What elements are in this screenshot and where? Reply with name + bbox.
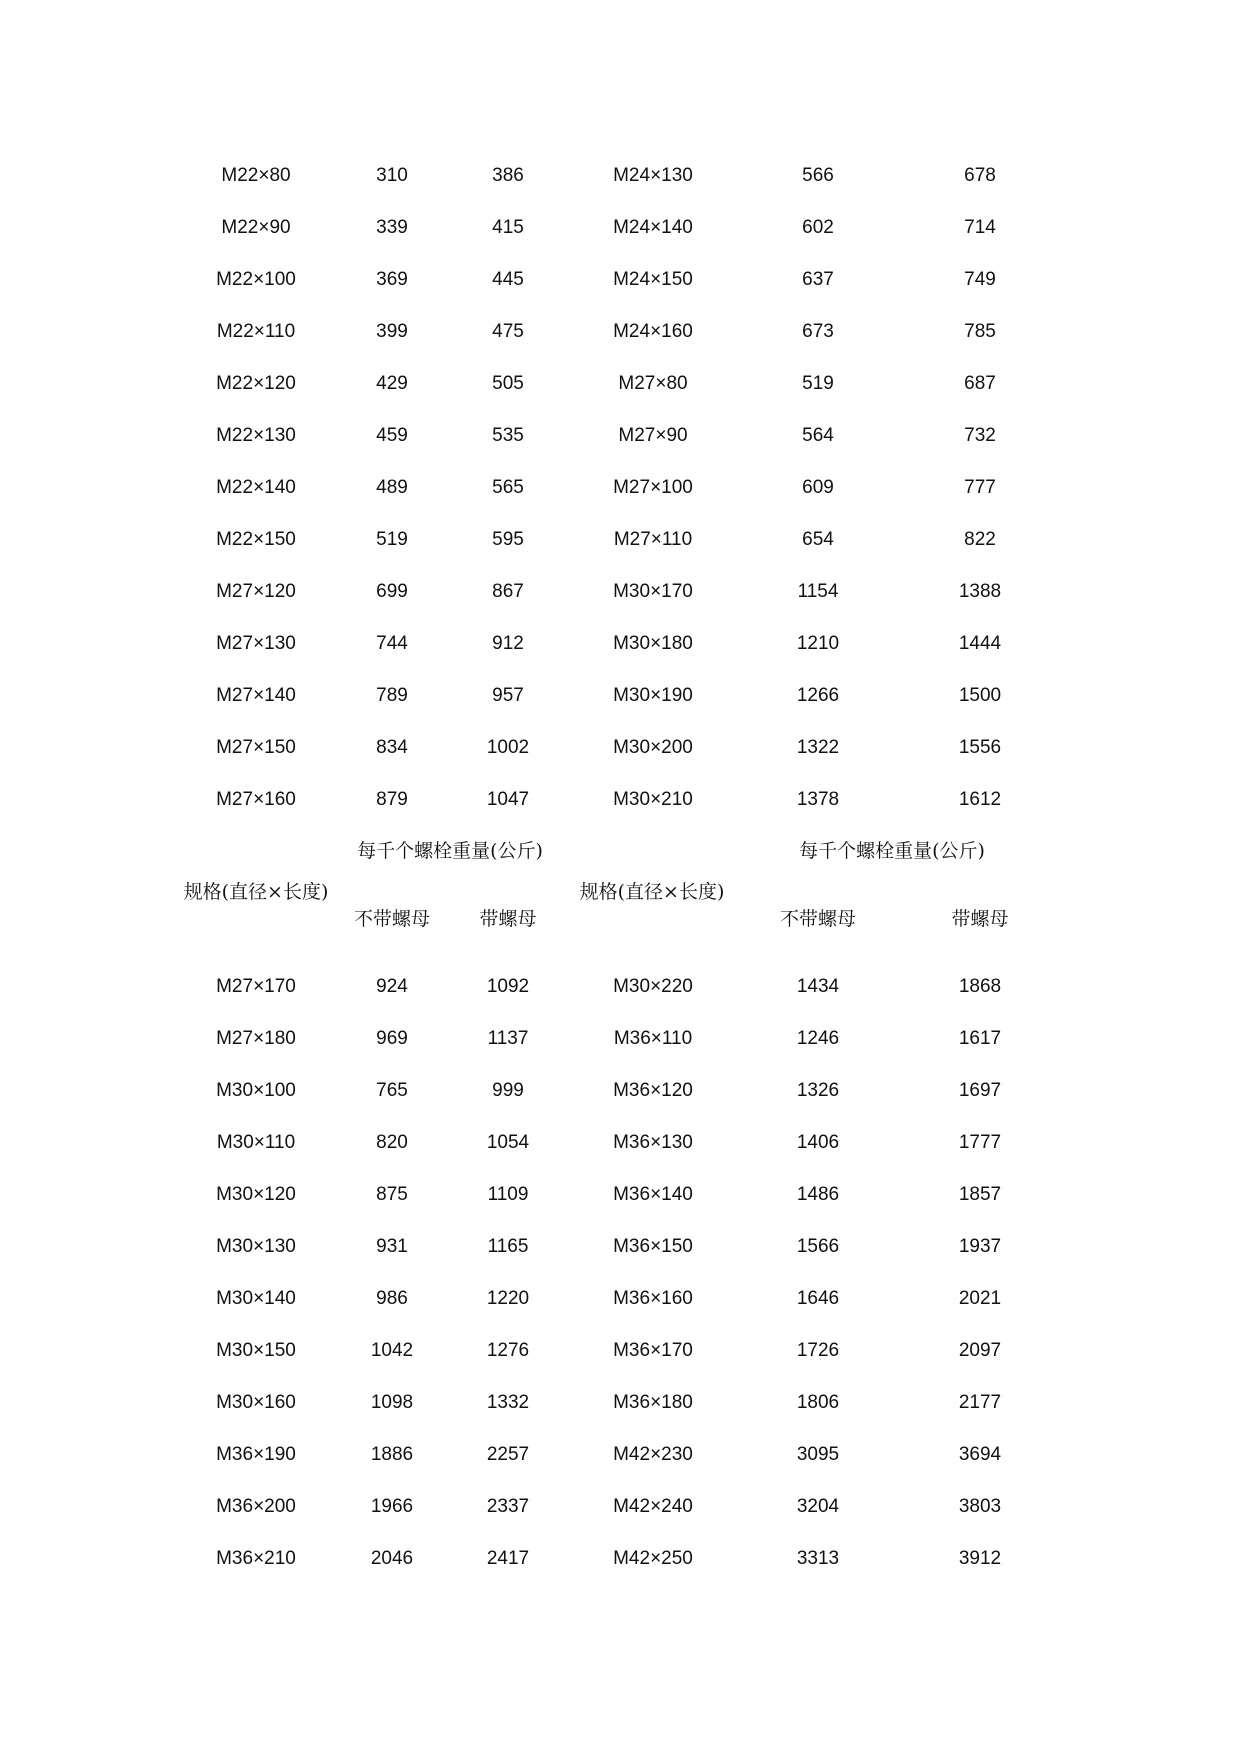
table-row xyxy=(0,670,1241,722)
with-nut-weight-left: 1137 xyxy=(487,1028,529,1049)
with-nut-weight-left: 1332 xyxy=(486,1392,530,1413)
no-nut-weight-right: 1326 xyxy=(796,1080,840,1101)
table-row xyxy=(0,254,1241,306)
with-nut-weight-right: 777 xyxy=(964,477,996,498)
no-nut-weight-right: 3204 xyxy=(796,1496,840,1517)
with-nut-weight-right: 1617 xyxy=(958,1028,1002,1049)
spec-cell-left: M30×110 xyxy=(216,1132,296,1153)
with-nut-weight-right: 3912 xyxy=(958,1548,1002,1569)
spec-cell-right: M30×180 xyxy=(613,633,693,654)
with-nut-weight-right: 2021 xyxy=(958,1288,1002,1309)
no-nut-weight-left: 834 xyxy=(376,737,408,758)
no-nut-weight-left: 1042 xyxy=(370,1340,414,1361)
no-nut-weight-left: 969 xyxy=(376,1028,408,1049)
spec-cell-left: M36×210 xyxy=(216,1548,296,1569)
spec-cell-left: M36×200 xyxy=(216,1496,296,1517)
with-nut-weight-right: 822 xyxy=(964,529,996,550)
spec-cell-right: M30×210 xyxy=(613,789,693,810)
table-row xyxy=(0,774,1241,826)
with-nut-weight-right: 3694 xyxy=(958,1444,1002,1465)
spec-cell-left: M27×130 xyxy=(216,633,296,654)
no-nut-weight-right: 1486 xyxy=(796,1184,840,1205)
with-nut-weight-right: 732 xyxy=(964,425,996,446)
spec-cell-right: M36×110 xyxy=(613,1028,693,1049)
no-nut-weight-left: 339 xyxy=(376,217,408,238)
with-nut-weight-left: 535 xyxy=(492,425,524,446)
no-nut-weight-left: 459 xyxy=(376,425,408,446)
no-nut-weight-right: 519 xyxy=(802,373,834,394)
with-nut-weight-right: 785 xyxy=(964,321,996,342)
with-nut-weight-right: 1777 xyxy=(958,1132,1002,1153)
no-nut-weight-left: 879 xyxy=(376,789,408,810)
with-nut-weight-left: 475 xyxy=(492,321,524,342)
no-nut-weight-left: 789 xyxy=(376,685,408,706)
no-nut-weight-left: 765 xyxy=(376,1080,408,1101)
no-nut-weight-right: 609 xyxy=(802,477,834,498)
table-row xyxy=(0,150,1241,202)
no-nut-weight-left: 931 xyxy=(376,1236,408,1257)
no-nut-weight-right: 564 xyxy=(802,425,834,446)
with-nut-weight-left: 1092 xyxy=(486,976,530,997)
no-nut-weight-left: 1966 xyxy=(370,1496,414,1517)
table-row xyxy=(0,1533,1241,1585)
no-nut-weight-left: 429 xyxy=(376,373,408,394)
spec-cell-right: M36×160 xyxy=(613,1288,693,1309)
with-nut-header-right: 带螺母 xyxy=(951,908,1009,930)
spec-cell-left: M30×150 xyxy=(216,1340,296,1361)
table-row xyxy=(0,410,1241,462)
spec-cell-left: M22×150 xyxy=(216,529,296,550)
with-nut-weight-left: 1054 xyxy=(486,1132,530,1153)
table-row xyxy=(0,1273,1241,1325)
no-nut-weight-left: 699 xyxy=(376,581,408,602)
no-nut-weight-right: 1246 xyxy=(796,1028,840,1049)
spec-cell-left: M27×120 xyxy=(216,581,296,602)
table-row xyxy=(0,566,1241,618)
with-nut-weight-right: 1857 xyxy=(958,1184,1002,1205)
spec-cell-right: M24×160 xyxy=(613,321,693,342)
table-row xyxy=(0,961,1241,1013)
group-title-left: 每千个螺栓重量(公斤) xyxy=(357,840,543,862)
spec-cell-right: M42×240 xyxy=(613,1496,693,1517)
spec-cell-right: M30×220 xyxy=(613,976,693,997)
spec-cell-left: M22×140 xyxy=(216,477,296,498)
spec-cell-right: M24×140 xyxy=(613,217,693,238)
with-nut-weight-left: 565 xyxy=(492,477,524,498)
no-nut-weight-left: 310 xyxy=(376,165,408,186)
with-nut-weight-right: 1388 xyxy=(958,581,1002,602)
with-nut-weight-right: 2177 xyxy=(958,1392,1002,1413)
no-nut-weight-right: 3313 xyxy=(796,1548,840,1569)
with-nut-weight-left: 2337 xyxy=(486,1496,530,1517)
spec-cell-left: M22×130 xyxy=(216,425,296,446)
spec-cell-right: M30×170 xyxy=(613,581,693,602)
spec-cell-right: M36×130 xyxy=(613,1132,693,1153)
with-nut-header-left: 带螺母 xyxy=(479,908,537,930)
spec-header-left: 规格(直径×长度) xyxy=(183,881,329,903)
no-nut-weight-right: 1322 xyxy=(796,737,840,758)
spec-cell-left: M30×140 xyxy=(216,1288,296,1309)
no-nut-weight-right: 1434 xyxy=(796,976,840,997)
with-nut-weight-left: 1002 xyxy=(486,737,530,758)
no-nut-weight-right: 654 xyxy=(802,529,834,550)
with-nut-weight-right: 1500 xyxy=(958,685,1002,706)
spec-cell-right: M27×100 xyxy=(613,477,693,498)
spec-cell-left: M30×120 xyxy=(216,1184,296,1205)
no-nut-weight-right: 673 xyxy=(802,321,834,342)
no-nut-weight-right: 1266 xyxy=(796,685,840,706)
with-nut-weight-left: 2417 xyxy=(486,1548,530,1569)
no-nut-weight-right: 1566 xyxy=(796,1236,840,1257)
with-nut-weight-left: 445 xyxy=(492,269,524,290)
with-nut-weight-left: 999 xyxy=(492,1080,524,1101)
spec-cell-right: M36×180 xyxy=(613,1392,693,1413)
no-nut-weight-left: 744 xyxy=(376,633,408,654)
no-nut-weight-left: 924 xyxy=(376,976,408,997)
table-row xyxy=(0,1117,1241,1169)
spec-cell-left: M36×190 xyxy=(216,1444,296,1465)
no-nut-weight-right: 1726 xyxy=(796,1340,840,1361)
with-nut-weight-left: 2257 xyxy=(486,1444,530,1465)
spec-cell-right: M42×230 xyxy=(613,1444,693,1465)
no-nut-weight-right: 602 xyxy=(802,217,834,238)
with-nut-weight-left: 957 xyxy=(492,685,524,706)
table-row xyxy=(0,1065,1241,1117)
with-nut-weight-left: 867 xyxy=(492,581,524,602)
spec-cell-left: M30×100 xyxy=(216,1080,296,1101)
with-nut-weight-right: 1444 xyxy=(958,633,1002,654)
table-row xyxy=(0,462,1241,514)
with-nut-weight-left: 386 xyxy=(492,165,524,186)
table-row xyxy=(0,1377,1241,1429)
spec-header-right: 规格(直径×长度) xyxy=(579,881,725,903)
with-nut-weight-right: 1612 xyxy=(958,789,1002,810)
spec-cell-right: M36×150 xyxy=(613,1236,693,1257)
spec-cell-left: M30×160 xyxy=(216,1392,296,1413)
group-title-right: 每千个螺栓重量(公斤) xyxy=(799,840,985,862)
no-nut-weight-right: 1806 xyxy=(796,1392,840,1413)
with-nut-weight-left: 1220 xyxy=(486,1288,530,1309)
table-row xyxy=(0,202,1241,254)
no-nut-header-left: 不带螺母 xyxy=(353,908,431,930)
with-nut-weight-right: 749 xyxy=(964,269,996,290)
no-nut-weight-left: 1886 xyxy=(370,1444,414,1465)
with-nut-weight-right: 3803 xyxy=(958,1496,1002,1517)
spec-cell-right: M42×250 xyxy=(613,1548,693,1569)
no-nut-weight-right: 566 xyxy=(802,165,834,186)
no-nut-weight-right: 1378 xyxy=(796,789,840,810)
no-nut-weight-left: 986 xyxy=(376,1288,408,1309)
table-row xyxy=(0,306,1241,358)
with-nut-weight-left: 1109 xyxy=(487,1184,529,1205)
spec-cell-left: M22×110 xyxy=(216,321,296,342)
spec-cell-left: M27×150 xyxy=(216,737,296,758)
with-nut-weight-right: 1697 xyxy=(958,1080,1002,1101)
no-nut-weight-right: 1154 xyxy=(797,581,839,602)
with-nut-weight-right: 714 xyxy=(964,217,996,238)
with-nut-weight-left: 415 xyxy=(492,217,524,238)
spec-cell-right: M36×140 xyxy=(613,1184,693,1205)
with-nut-weight-right: 2097 xyxy=(958,1340,1002,1361)
no-nut-weight-left: 1098 xyxy=(370,1392,414,1413)
with-nut-weight-right: 687 xyxy=(964,373,996,394)
table-row xyxy=(0,1221,1241,1273)
spec-cell-right: M27×110 xyxy=(613,529,693,550)
no-nut-weight-right: 3095 xyxy=(796,1444,840,1465)
with-nut-weight-left: 1047 xyxy=(486,789,530,810)
table-row xyxy=(0,722,1241,774)
spec-cell-right: M36×120 xyxy=(613,1080,693,1101)
with-nut-weight-left: 1276 xyxy=(486,1340,530,1361)
with-nut-weight-left: 505 xyxy=(492,373,524,394)
no-nut-weight-left: 369 xyxy=(376,269,408,290)
spec-cell-right: M27×80 xyxy=(618,373,688,394)
with-nut-weight-left: 912 xyxy=(492,633,524,654)
spec-cell-left: M27×170 xyxy=(216,976,296,997)
with-nut-weight-left: 595 xyxy=(492,529,524,550)
table-row xyxy=(0,358,1241,410)
table-row xyxy=(0,1325,1241,1377)
spec-cell-right: M24×130 xyxy=(613,165,693,186)
spec-cell-right: M30×200 xyxy=(613,737,693,758)
spec-cell-left: M22×120 xyxy=(216,373,296,394)
table-row xyxy=(0,1481,1241,1533)
with-nut-weight-right: 678 xyxy=(964,165,996,186)
with-nut-weight-right: 1556 xyxy=(958,737,1002,758)
spec-cell-right: M24×150 xyxy=(613,269,693,290)
spec-cell-left: M22×80 xyxy=(221,165,291,186)
spec-cell-right: M36×170 xyxy=(613,1340,693,1361)
spec-cell-right: M27×90 xyxy=(618,425,688,446)
no-nut-weight-left: 399 xyxy=(376,321,408,342)
table-row xyxy=(0,618,1241,670)
spec-cell-right: M30×190 xyxy=(613,685,693,706)
no-nut-weight-left: 489 xyxy=(376,477,408,498)
table-row xyxy=(0,1013,1241,1065)
spec-cell-left: M22×100 xyxy=(216,269,296,290)
no-nut-weight-left: 519 xyxy=(376,529,408,550)
spec-cell-left: M27×180 xyxy=(216,1028,296,1049)
with-nut-weight-left: 1165 xyxy=(487,1236,529,1257)
no-nut-weight-left: 820 xyxy=(376,1132,408,1153)
spec-cell-left: M30×130 xyxy=(216,1236,296,1257)
no-nut-weight-right: 1210 xyxy=(796,633,840,654)
table-row xyxy=(0,514,1241,566)
spec-cell-left: M22×90 xyxy=(221,217,291,238)
no-nut-header-right: 不带螺母 xyxy=(779,908,857,930)
table-row xyxy=(0,1169,1241,1221)
no-nut-weight-right: 1646 xyxy=(796,1288,840,1309)
spec-cell-left: M27×140 xyxy=(216,685,296,706)
no-nut-weight-right: 1406 xyxy=(796,1132,840,1153)
no-nut-weight-left: 875 xyxy=(376,1184,408,1205)
with-nut-weight-right: 1937 xyxy=(958,1236,1002,1257)
no-nut-weight-right: 637 xyxy=(802,269,834,290)
spec-cell-left: M27×160 xyxy=(216,789,296,810)
no-nut-weight-left: 2046 xyxy=(370,1548,414,1569)
with-nut-weight-right: 1868 xyxy=(958,976,1002,997)
table-row xyxy=(0,1429,1241,1481)
